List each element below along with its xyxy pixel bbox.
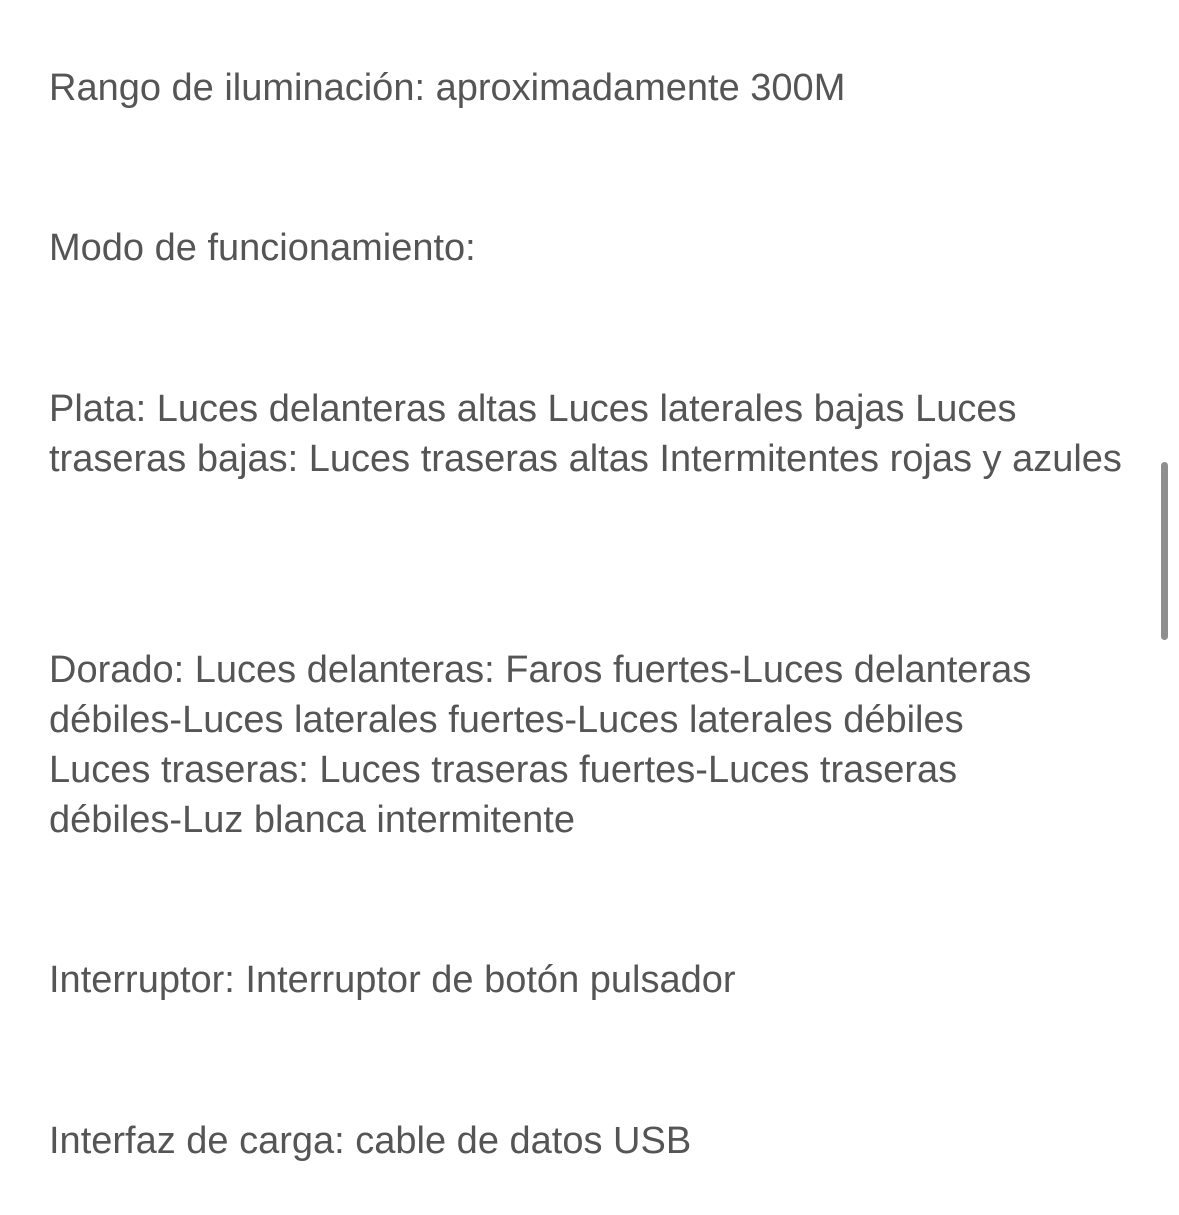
gold-mode-text: Dorado: Luces delanteras: Faros fuertes-Luces delanteras débiles-Luces laterales fuertes-Luces laterales débiles Luces traseras: Luces traseras fuertes-Luces traseras débiles-Luz blanca intermitente	[49, 649, 1032, 841]
charging-interface-text: Interfaz de carga: cable de datos USB	[49, 1120, 692, 1162]
scrollbar[interactable]	[1161, 462, 1168, 640]
switch-text: Interruptor: Interruptor de botón pulsador	[49, 959, 736, 1001]
silver-mode-text: Plata: Luces delanteras altas Luces laterales bajas Luces traseras bajas: Luces traseras altas Intermitentes rojas y azules	[49, 388, 1122, 480]
illumination-range-text: Rango de iluminación: aproximadamente 300M	[49, 67, 846, 109]
operation-mode-heading: Modo de funcionamiento:	[49, 227, 476, 269]
